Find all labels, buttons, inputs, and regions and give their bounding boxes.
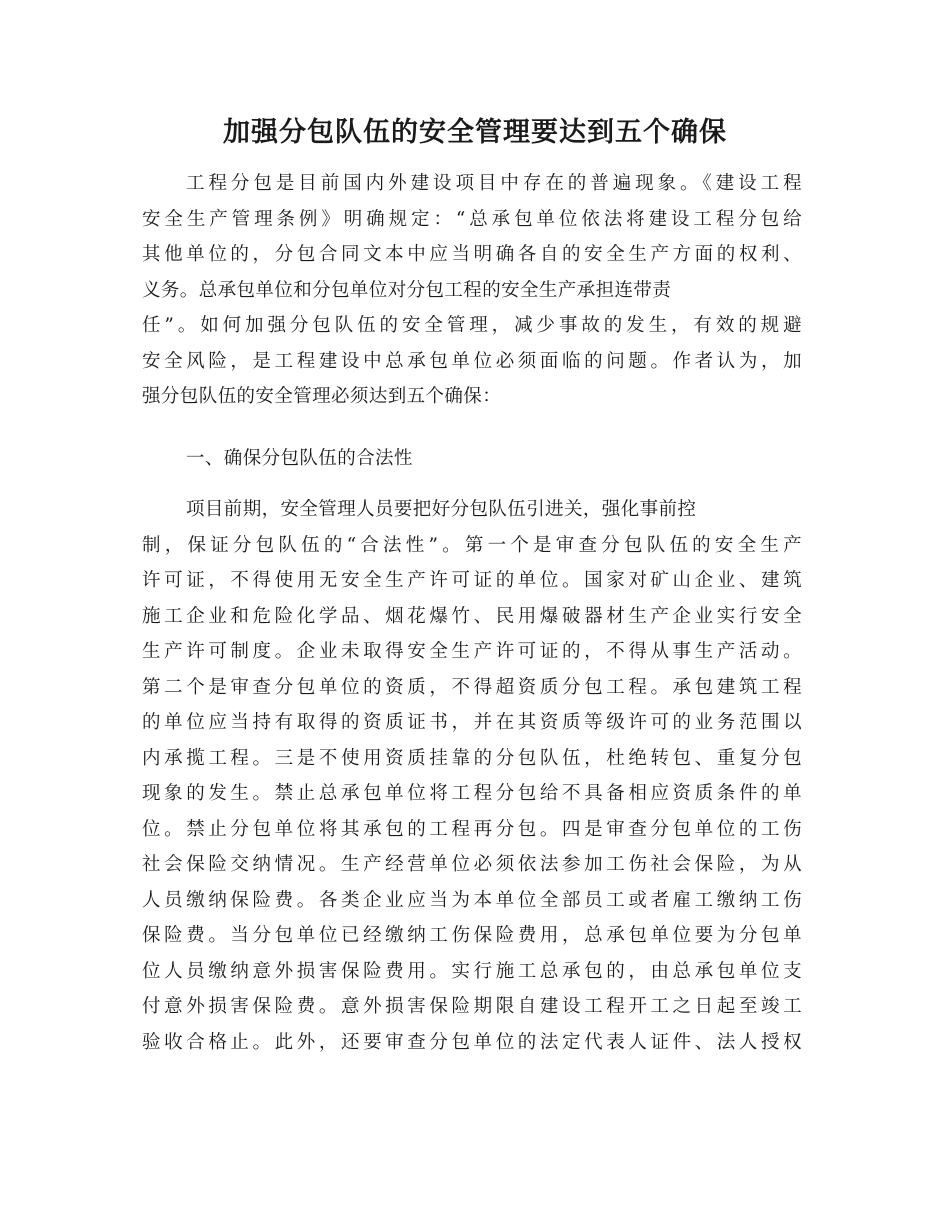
text-line: 安全生产管理条例》明确规定：“总承包单位依法将建设工程分包给: [142, 208, 802, 230]
text-line: 的单位应当持有取得的资质证书，并在其资质等级许可的业务范围以: [142, 712, 802, 733]
text-line: 位。禁止分包单位将其承包的工程再分包。四是审查分包单位的工伤: [142, 818, 802, 840]
text-line: 人员缴纳保险费。各类企业应当为本单位全部员工或者雇工缴纳工伤: [142, 889, 802, 911]
text-line: 现象的发生。禁止总承包单位将工程分包给不具备相应资质条件的单: [142, 783, 802, 804]
text-line: 义务。总承包单位和分包单位对分包工程的安全生产承担连带责: [142, 279, 672, 301]
text-line: 任”。如何加强分包队伍的安全管理，减少事故的发生，有效的规避: [142, 315, 802, 336]
text-line: 强分包队伍的安全管理必须达到五个确保：: [142, 386, 502, 407]
text-line: 许可证，不得使用无安全生产许可证的单位。国家对矿山企业、建筑: [142, 570, 802, 591]
intro-paragraph: [142, 166, 802, 415]
text-line: 内承揽工程。三是不使用资质挂靠的分包队伍，杜绝转包、重复分包: [142, 747, 802, 769]
text-line: 工程分包是目前国内外建设项目中存在的普遍现象。《建设工程: [186, 173, 802, 194]
text-line: 施工企业和危险化学品、烟花爆竹、民用爆破器材生产企业实行安全: [142, 605, 802, 627]
section-heading-text: 一、确保分包队伍的合法性: [186, 448, 413, 469]
text-line: 付意外损害保险费。意外损害保险期限自建设工程开工之日起至竣工: [142, 996, 802, 1017]
text-line: 制，保证分包队伍的“合法性”。第一个是审查分包队伍的安全生产: [142, 534, 802, 556]
text-line: 项目前期，安全管理人员要把好分包队伍引进关，强化事前控: [186, 499, 697, 520]
text-line: 位人员缴纳意外损害保险费用。实行施工总承包的，由总承包单位支: [142, 960, 802, 982]
text-line: 社会保险交纳情况。生产经营单位必须依法参加工伤社会保险，为从: [142, 854, 802, 875]
section-1-heading: [142, 441, 802, 477]
text-line: 生产许可制度。企业未取得安全生产许可证的，不得从事生产活动。: [142, 641, 802, 662]
text-line: 保险费。当分包单位已经缴纳工伤保险费用，总承包单位要为分包单: [142, 925, 802, 946]
text-line: 第二个是审查分包单位的资质，不得超资质分包工程。承包建筑工程: [142, 676, 802, 698]
text-line: 其他单位的，分包合同文本中应当明确各自的安全生产方面的权利、: [142, 244, 802, 265]
section-1-paragraph: [142, 492, 802, 1060]
text-line: 安全风险，是工程建设中总承包单位必须面临的问题。作者认为，加: [142, 350, 802, 372]
text-line: 验收合格止。此外，还要审查分包单位的法定代表人证件、法人授权: [142, 1031, 802, 1053]
document-title: 加强分包队伍的安全管理要达到五个确保: [223, 117, 727, 148]
